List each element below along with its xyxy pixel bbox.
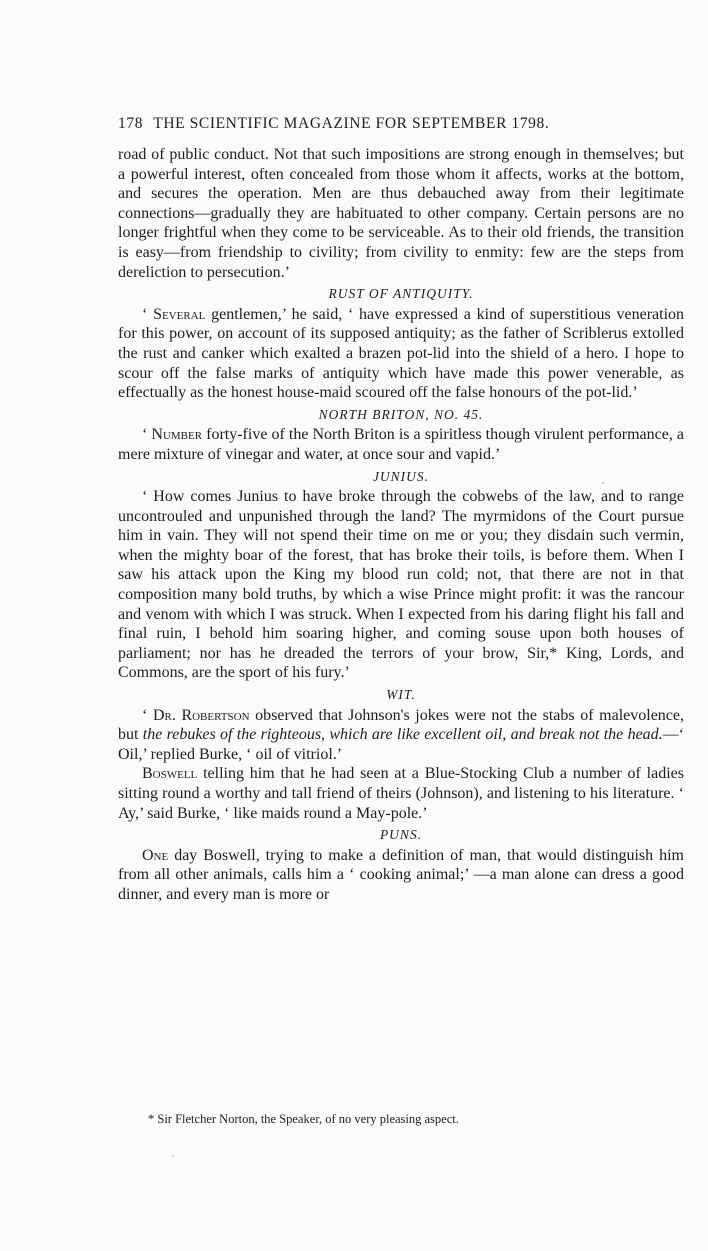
puns-text: day Boswell, trying to make a definition of man, that would distinguish him from all other animals, calls him a ‘ cooking animal;’ —a man alone can dress a good dinner, and every man is more or: [118, 846, 684, 903]
section-heading-north-briton: NORTH BRITON, NO. 45.: [318, 406, 484, 422]
wit-paragraph-1: [118, 706, 684, 765]
boswell-text: telling him that he had seen at a Blue-Stocking Club a number of ladies sitting round a worthy and tall friend of theirs (Johnson), and listening to his literature. ‘ Ay,’ said Burke, ‘ like maids round a May-pole.’: [118, 765, 684, 822]
section-heading-junius: JUNIUS.: [372, 468, 430, 484]
wit-end: —‘ Oil,’ replied Burke, ‘ oil of vitriol.’: [118, 726, 685, 763]
rust-paragraph: [118, 305, 684, 403]
north-briton-paragraph: [118, 425, 684, 464]
wit-lead: ‘ Dr. Robertson: [142, 706, 250, 724]
opening-paragraph: road of public conduct. Not that such impositions are strong enough in themselves; but a powerful interest, often concealed from those whom it affects, works at the bottom, and secures the operation. Men are thus debauched away from their legitimate connections—gradually they are habituated to other company. Certain persons are no longer frightful when they come to be serviceable. As to their old friends, the transition is easy—from friendship to civility; from civility to enmity: few are the steps from dereliction to persecution.’: [118, 146, 684, 281]
wit-text: observed that Johnson's jokes were not the stabs of malevolence, but: [118, 706, 684, 744]
rust-lead: ‘ Several: [142, 305, 206, 323]
section-heading-wit: WIT.: [386, 687, 416, 703]
north-briton-lead: ‘ Number: [142, 426, 203, 444]
page-number: 178: [118, 115, 144, 132]
running-title: THE SCIENTIFIC MAGAZINE FOR SEPTEMBER 1798.: [153, 115, 550, 132]
puns-lead: One: [142, 846, 169, 864]
junius-paragraph: ‘ How comes Junius to have broke through the cobwebs of the law, and to range uncontrouled and unpunished through the land? The myrmidons of the Court pursue him in vain. They will not spend their time on me or you; they disdain such vermin, when the mighty boar of the forest, that has broke their toils, is before them. When I saw his attack upon the King my blood run cold; not, that there are not in that composition many bold truths, by which a wise Prince might profit: it was the rancour and venom with which I was struck. When I expected from his daring flight his fall and final ruin, I behold him soaring higher, and coming souse upon both houses of parliament; nor has he dreaded the terrors of your brow, Sir,* King, Lords, and Commons, are the sport of his fury.’: [118, 488, 684, 682]
main-text: [118, 145, 684, 905]
running-header: [118, 115, 684, 133]
boswell-lead: Boswell: [142, 765, 198, 783]
wit-paragraph-2: [118, 764, 684, 823]
section-heading-rust: RUST OF ANTIQUITY.: [328, 286, 474, 302]
scan-speck: [172, 1155, 174, 1157]
puns-paragraph: [118, 846, 684, 905]
footnote: * Sir Fletcher Norton, the Speaker, of no very pleasing aspect.: [148, 1112, 459, 1126]
rust-text: gentlemen,’ he said, ‘ have expressed a kind of superstitious veneration for this power, on account of its supposed antiquity; as the father of Scriblerus extolled the rust and canker which exalted a brazen pot-lid into the shield of a hero. I hope to scour off the false marks of antiquity which have made this power venerable, as effectually as the honest house-maid scoured off the false honours of the pot-lid.’: [118, 305, 685, 402]
wit-quote: the rebukes of the righteous, which are like excellent oil, and break not the head.: [142, 726, 663, 744]
section-heading-puns: PUNS.: [379, 827, 423, 843]
scan-speck: [602, 482, 604, 484]
north-briton-text: forty-five of the North Briton is a spiritless though virulent performance, a mere mixture of vinegar and water, at once sour and vapid.’: [118, 426, 684, 463]
